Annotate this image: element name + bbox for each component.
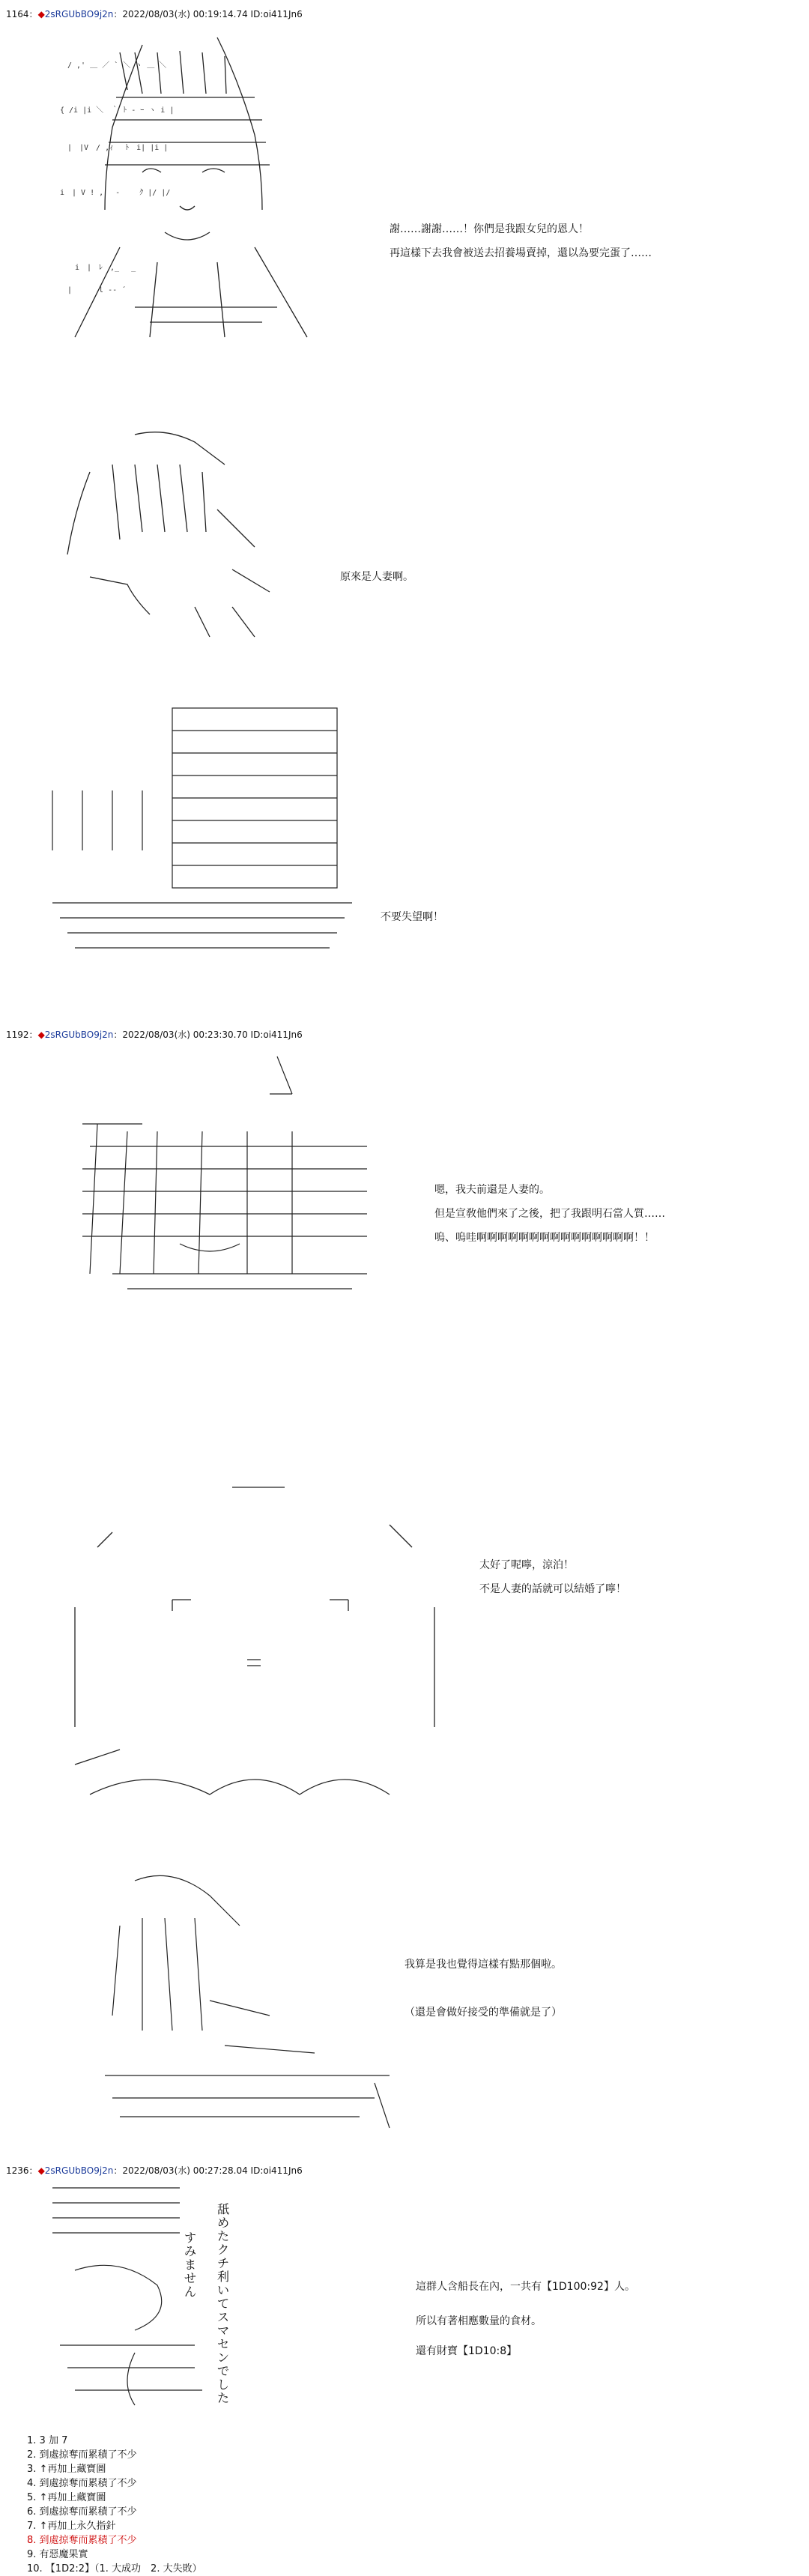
dialogue-line: 嗚、嗚哇啊啊啊啊啊啊啊啊啊啊啊啊啊啊啊！！ bbox=[434, 1232, 655, 1244]
svg-text:| |V / ,ｨ ﾄ i| |i |: | |V / ,ｨ ﾄ i| |i | bbox=[67, 144, 169, 152]
vertical-text: 舐めたクチ利いてスマセンでした bbox=[217, 2202, 230, 2405]
list-item: 7. ↑再加上永久指針 bbox=[27, 2521, 116, 2532]
dialogue-line: 不是人妻的話就可以結婚了嚀！ bbox=[479, 1583, 626, 1595]
list-item: 9. 有惡魔果實 bbox=[27, 2549, 88, 2560]
dialogue-line: 這群人含船長在內，一共有【1D100:92】人。 bbox=[416, 2281, 635, 2293]
list-item: 2. 到處掠奪而累積了不少 bbox=[27, 2449, 137, 2461]
list-item: 4. 到處掠奪而累積了不少 bbox=[27, 2478, 137, 2489]
post-header bbox=[6, 1028, 303, 1041]
post-separator: ： bbox=[28, 2165, 38, 2176]
vertical-text: すみません bbox=[184, 2231, 197, 2299]
list-item: 1. 3 加 7 bbox=[27, 2435, 68, 2446]
ascii-art-girl-crying bbox=[30, 22, 360, 345]
dialogue-line: 太好了呢嚀，涼泊！ bbox=[479, 1559, 574, 1571]
ascii-art-embarrassed-girl bbox=[90, 1866, 404, 2135]
post-meta: ：2022/08/03(水) 00:23:30.70 ID:oi411Jn6 bbox=[113, 1030, 303, 1040]
dialogue-line: 謝……謝謝……！你們是我跟女兒的恩人！ bbox=[390, 223, 589, 235]
post-trip[interactable]: 2sRGUbBO9j2n bbox=[44, 2165, 114, 2176]
ascii-art-shocked bbox=[37, 701, 367, 963]
dialogue-line: 所以有著相應數量的食材。 bbox=[416, 2315, 542, 2327]
trip-diamond-icon: ◆ bbox=[37, 9, 45, 19]
list-item: 3. ↑再加上藏寶圖 bbox=[27, 2464, 106, 2475]
svg-text:| l -‐ ´: | l -‐ ´ bbox=[67, 286, 139, 294]
post-meta: ：2022/08/03(水) 00:19:14.74 ID:oi411Jn6 bbox=[113, 9, 303, 19]
post-header bbox=[6, 2164, 303, 2177]
list-item-selected: 8. 到處掠奪而累積了不少 bbox=[27, 2535, 137, 2546]
post-separator: ： bbox=[28, 1030, 38, 1040]
trip-diamond-icon: ◆ bbox=[37, 2165, 45, 2176]
ascii-art-crying-woman bbox=[67, 1049, 382, 1319]
dialogue-line: 再這樣下去我會被送去招養場賣掉，還以為要完蛋了…… bbox=[390, 247, 652, 259]
dialogue-line: 我算是我也覺得這樣有點那個啦。 bbox=[404, 1959, 562, 1971]
post-number: 1236 bbox=[6, 2165, 29, 2176]
dialogue-line: 嗯，我夫前還是人妻的。 bbox=[434, 1184, 550, 1196]
post-trip[interactable]: 2sRGUbBO9j2n bbox=[44, 9, 114, 19]
post-separator: ： bbox=[28, 9, 38, 19]
svg-text:i | ﾚ ,_ _: i | ﾚ ,_ _ bbox=[75, 264, 148, 272]
trip-diamond-icon: ◆ bbox=[37, 1030, 45, 1040]
dialogue-line: 原來是人妻啊。 bbox=[340, 571, 413, 583]
dialogue-line: 不要失望啊！ bbox=[381, 911, 443, 923]
post-meta: ：2022/08/03(水) 00:27:28.04 ID:oi411Jn6 bbox=[113, 2165, 303, 2176]
post-header bbox=[6, 7, 303, 20]
post-number: 1164 bbox=[6, 9, 29, 19]
dialogue-line: 但是宣敎他們來了之後，把了我跟明石當人質…… bbox=[434, 1208, 665, 1220]
list-item: 10. 【1D2:2】（1. 大成功 2. 大失敗） bbox=[27, 2563, 202, 2575]
dialogue-line: 還有財寶【1D10:8】 bbox=[416, 2345, 518, 2357]
list-item: 6. 到處掠奪而累積了不少 bbox=[27, 2506, 137, 2518]
ascii-art-happy-face bbox=[60, 1480, 464, 1824]
ascii-art-captured-pirates bbox=[45, 2180, 315, 2420]
dialogue-line: （還是會做好接受的準備就是了） bbox=[404, 2007, 562, 2019]
svg-text:/ ,' ＿ ／ ` ＼ ヽ ＿ ＼: / ,' ＿ ／ ` ＼ ヽ ＿ ＼ bbox=[67, 61, 167, 70]
svg-text:{ /i |i ＼ ｀ ﾄ ‐ ｰ ヽ i |: { /i |i ＼ ｀ ﾄ ‐ ｰ ヽ i | bbox=[60, 106, 175, 115]
ascii-art-character bbox=[45, 420, 285, 644]
list-item: 5. ↑再加上藏寶圖 bbox=[27, 2492, 106, 2503]
post-trip[interactable]: 2sRGUbBO9j2n bbox=[44, 1030, 114, 1040]
post-number: 1192 bbox=[6, 1030, 29, 1040]
svg-text:i | V ! , ‐ ｸ |/ |/: i | V ! , ‐ ｸ |/ |/ bbox=[60, 189, 171, 197]
